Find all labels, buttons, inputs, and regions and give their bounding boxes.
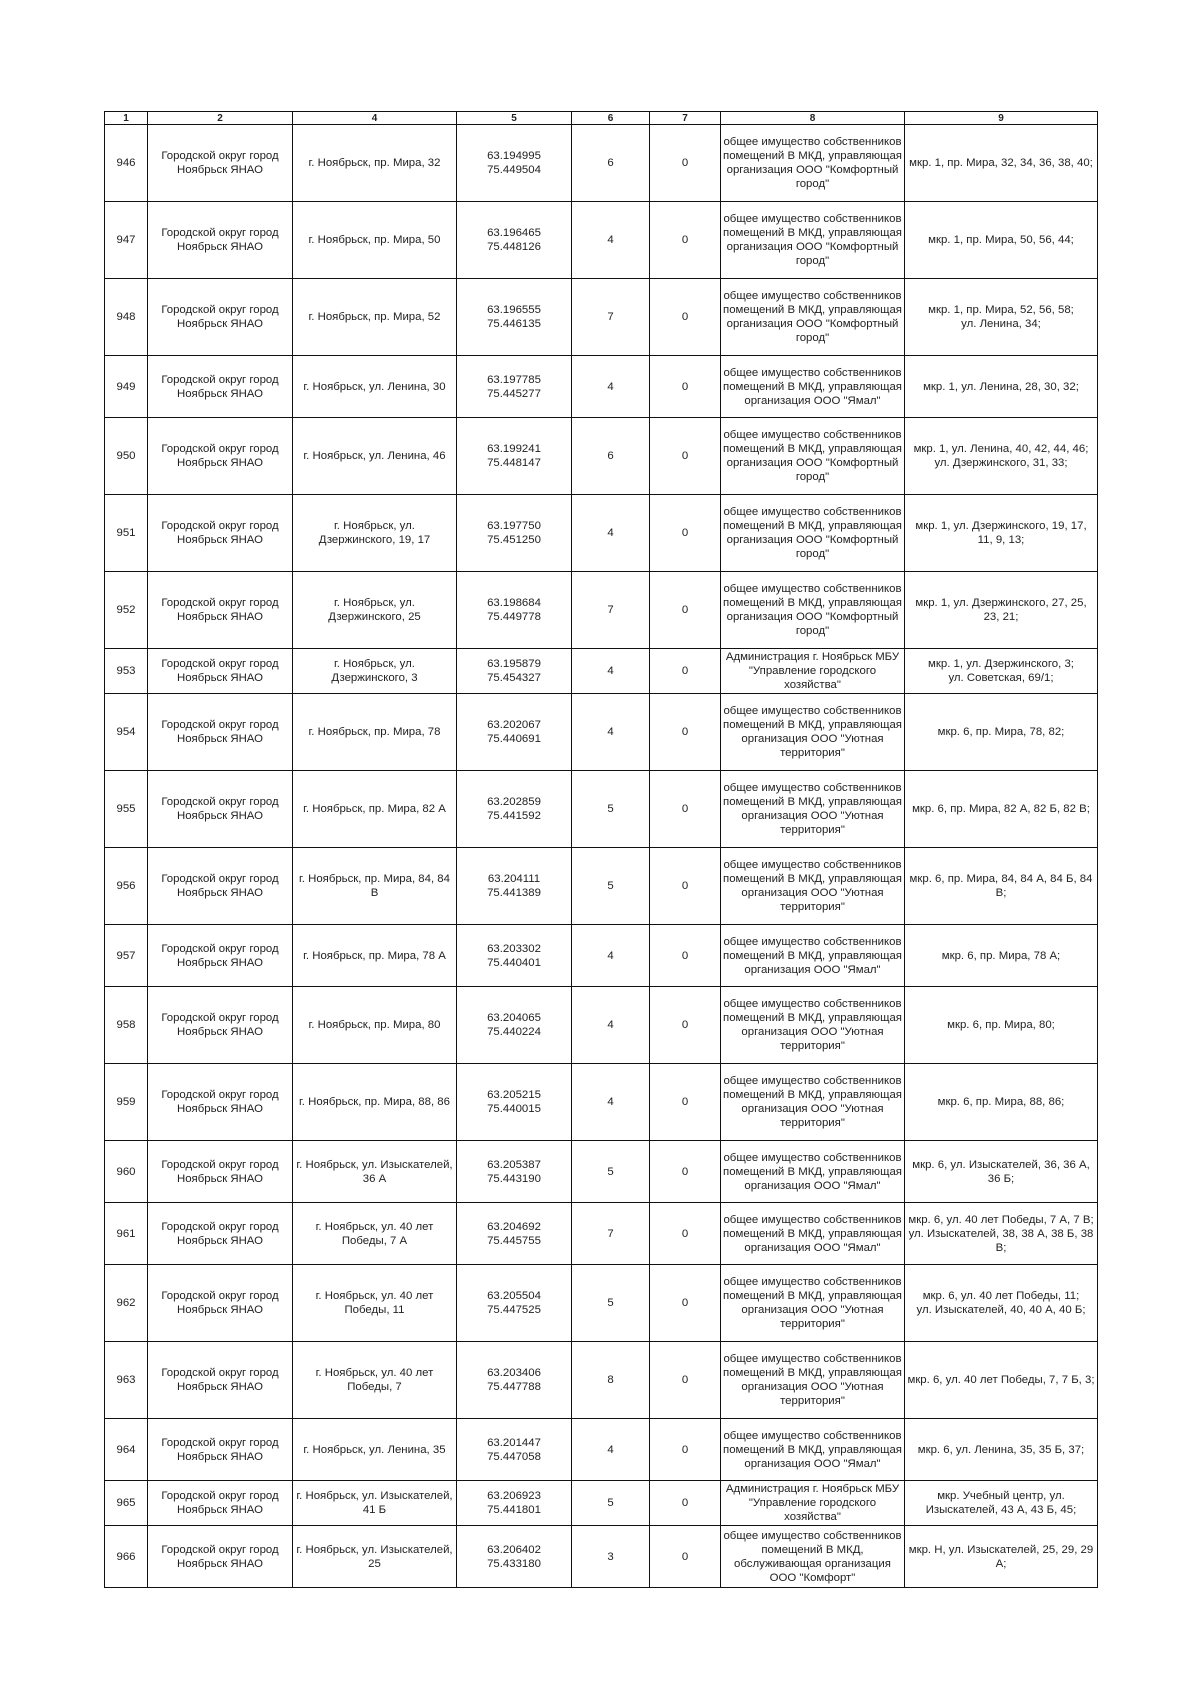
coordinates-cell (457, 694, 572, 771)
address-cell: г. Ноябрьск, ул. Дзержинского, 19, 17 (293, 495, 457, 572)
header-cell: 4 (293, 112, 457, 125)
row-number-cell: 959 (105, 1064, 148, 1141)
served-objects-cell (905, 1203, 1098, 1265)
municipality-cell: Городской округ город Ноябрьск ЯНАО (148, 848, 293, 925)
owner-cell: общее имущество собственников помещений В МКД, управляющая организация ООО "Комфортный город" (721, 572, 905, 649)
served-objects-line: мкр. 6, пр. Мира, 84, 84 А, 84 Б, 84 В; (909, 873, 1093, 899)
coordinates-cell (457, 495, 572, 572)
coordinate-value: 75.441592 (487, 810, 541, 822)
column6-cell: 7 (572, 279, 650, 356)
column7-cell: 0 (650, 771, 721, 848)
row-number-cell: 965 (105, 1481, 148, 1526)
coordinate-value: 63.194995 (487, 150, 541, 162)
column7-cell: 0 (650, 1481, 721, 1526)
table-row (105, 649, 1098, 694)
coordinates-cell (457, 418, 572, 495)
column7-cell: 0 (650, 1141, 721, 1203)
column7-cell: 0 (650, 1064, 721, 1141)
column6-cell: 4 (572, 694, 650, 771)
coordinate-value: 75.447058 (487, 1450, 541, 1463)
served-objects-line: мкр. 6, пр. Мира, 80; (947, 1019, 1055, 1031)
coordinate-value: 63.195879 (487, 658, 541, 670)
owner-cell: общее имущество собственников помещений В МКД, управляющая организация ООО "Уютная территория" (721, 848, 905, 925)
column6-cell: 5 (572, 1481, 650, 1526)
table-row (105, 356, 1098, 418)
coordinate-value: 75.448126 (487, 241, 541, 253)
registry-table (104, 111, 1098, 1588)
served-objects-line: мкр. 6, пр. Мира, 78 А; (941, 949, 1061, 962)
coordinates-cell (457, 925, 572, 987)
column7-cell: 0 (650, 925, 721, 987)
served-objects-cell (905, 356, 1098, 418)
row-number-cell: 953 (105, 649, 148, 694)
column7-cell: 0 (650, 1342, 721, 1419)
served-objects-cell (905, 1342, 1098, 1419)
column6-cell: 5 (572, 1265, 650, 1342)
served-objects-line: ул. Изыскателей, 38, 38 А, 38 Б, 38 В; (908, 1227, 1094, 1254)
row-number-cell: 949 (105, 356, 148, 418)
column6-cell: 5 (572, 1141, 650, 1203)
coordinate-value: 75.441801 (487, 1504, 541, 1516)
address-cell: г. Ноябрьск, ул. Изыскателей, 41 Б (293, 1481, 457, 1526)
municipality-cell: Городской округ город Ноябрьск ЯНАО (148, 1481, 293, 1526)
table-row (105, 1141, 1098, 1203)
address-cell: г. Ноябрьск, пр. Мира, 78 А (293, 925, 457, 987)
coordinate-value: 75.447525 (487, 1304, 541, 1316)
municipality-cell: Городской округ город Ноябрьск ЯНАО (148, 1419, 293, 1481)
coordinate-value: 63.206402 (487, 1543, 541, 1556)
coordinates-cell (457, 572, 572, 649)
row-number-cell: 951 (105, 495, 148, 572)
owner-cell: общее имущество собственников помещений В МКД, управляющая организация ООО "Комфортный город" (721, 125, 905, 202)
coordinate-value: 63.205504 (487, 1290, 541, 1302)
municipality-cell: Городской округ город Ноябрьск ЯНАО (148, 1141, 293, 1203)
coordinate-value: 75.449504 (487, 164, 541, 176)
served-objects-line: мкр. Н, ул. Изыскателей, 25, 29, 29 А; (908, 1543, 1094, 1570)
owner-cell: общее имущество собственников помещений В МКД, управляющая организация ООО "Ямал" (721, 1141, 905, 1203)
owner-cell: общее имущество собственников помещений В МКД, управляющая организация ООО "Уютная территория" (721, 987, 905, 1064)
table-row (105, 125, 1098, 202)
column7-cell: 0 (650, 1526, 721, 1588)
row-number-cell: 962 (105, 1265, 148, 1342)
served-objects-cell (905, 1526, 1098, 1588)
served-objects-cell (905, 1481, 1098, 1526)
column6-cell: 4 (572, 356, 650, 418)
municipality-cell: Городской округ город Ноябрьск ЯНАО (148, 1526, 293, 1588)
coordinate-value: 75.433180 (487, 1557, 541, 1570)
served-objects-line: мкр. 1, пр. Мира, 52, 56, 58; (928, 304, 1074, 316)
coordinate-value: 75.451250 (487, 534, 541, 546)
coordinate-value: 75.440691 (487, 733, 541, 745)
served-objects-cell (905, 572, 1098, 649)
table-row (105, 1526, 1098, 1588)
header-cell: 8 (721, 112, 905, 125)
coordinate-value: 75.440015 (487, 1103, 541, 1115)
column6-cell: 4 (572, 495, 650, 572)
coordinate-value: 75.448147 (487, 457, 541, 469)
coordinate-value: 63.204692 (487, 1220, 541, 1233)
served-objects-cell (905, 1141, 1098, 1203)
served-objects-line: мкр. 6, пр. Мира, 88, 86; (937, 1096, 1065, 1108)
owner-cell: Администрация г. Ноябрьск МБУ "Управление городского хозяйства" (721, 1481, 905, 1526)
coordinate-value: 63.202067 (487, 719, 541, 731)
row-number-cell: 952 (105, 572, 148, 649)
coordinates-cell (457, 1526, 572, 1588)
table-row (105, 202, 1098, 279)
served-objects-cell (905, 771, 1098, 848)
owner-cell: общее имущество собственников помещений В МКД, управляющая организация ООО "Уютная территория" (721, 1342, 905, 1419)
address-cell: г. Ноябрьск, ул. Изыскателей, 25 (293, 1526, 457, 1588)
table-row (105, 694, 1098, 771)
owner-cell: общее имущество собственников помещений В МКД, управляющая организация ООО "Комфортный город" (721, 202, 905, 279)
owner-cell: общее имущество собственников помещений В МКД, управляющая организация ООО "Ямал" (721, 925, 905, 987)
municipality-cell: Городской округ город Ноябрьск ЯНАО (148, 356, 293, 418)
column7-cell: 0 (650, 694, 721, 771)
owner-cell: Администрация г. Ноябрьск МБУ "Управление городского хозяйства" (721, 649, 905, 694)
column7-cell: 0 (650, 418, 721, 495)
coordinate-value: 63.203406 (487, 1367, 541, 1379)
row-number-cell: 966 (105, 1526, 148, 1588)
column7-cell: 0 (650, 848, 721, 925)
column6-cell: 4 (572, 925, 650, 987)
row-number-cell: 963 (105, 1342, 148, 1419)
served-objects-cell (905, 987, 1098, 1064)
coordinate-value: 75.449778 (487, 611, 541, 623)
coordinates-cell (457, 987, 572, 1064)
row-number-cell: 946 (105, 125, 148, 202)
header-row (105, 112, 1098, 125)
served-objects-cell (905, 279, 1098, 356)
served-objects-cell (905, 495, 1098, 572)
municipality-cell: Городской округ город Ноябрьск ЯНАО (148, 495, 293, 572)
served-objects-cell (905, 925, 1098, 987)
municipality-cell: Городской округ город Ноябрьск ЯНАО (148, 1342, 293, 1419)
column6-cell: 6 (572, 418, 650, 495)
address-cell: г. Ноябрьск, ул. 40 лет Победы, 7 А (293, 1203, 457, 1265)
coordinates-cell (457, 356, 572, 418)
served-objects-cell (905, 1064, 1098, 1141)
served-objects-line: мкр. 6, ул. 40 лет Победы, 7 А, 7 В; (908, 1213, 1094, 1226)
row-number-cell: 958 (105, 987, 148, 1064)
served-objects-line: мкр. 1, пр. Мира, 50, 56, 44; (928, 234, 1074, 246)
address-cell: г. Ноябрьск, пр. Мира, 82 А (293, 771, 457, 848)
owner-cell: общее имущество собственников помещений В МКД, управляющая организация ООО "Уютная территория" (721, 1064, 905, 1141)
municipality-cell: Городской округ город Ноябрьск ЯНАО (148, 202, 293, 279)
column6-cell: 8 (572, 1342, 650, 1419)
address-cell: г. Ноябрьск, пр. Мира, 84, 84 В (293, 848, 457, 925)
table-row (105, 572, 1098, 649)
header-cell: 6 (572, 112, 650, 125)
coordinate-value: 63.203302 (487, 942, 541, 955)
coordinate-value: 63.205387 (487, 1158, 541, 1171)
column7-cell: 0 (650, 649, 721, 694)
header-cell: 9 (905, 112, 1098, 125)
municipality-cell: Городской округ город Ноябрьск ЯНАО (148, 1203, 293, 1265)
owner-cell: общее имущество собственников помещений В МКД, управляющая организация ООО "Ямал" (721, 1419, 905, 1481)
served-objects-cell (905, 694, 1098, 771)
coordinate-value: 75.445277 (487, 387, 541, 400)
coordinate-value: 63.204111 (487, 873, 541, 885)
municipality-cell: Городской округ город Ноябрьск ЯНАО (148, 925, 293, 987)
municipality-cell: Городской округ город Ноябрьск ЯНАО (148, 1064, 293, 1141)
row-number-cell: 955 (105, 771, 148, 848)
address-cell: г. Ноябрьск, ул. Ленина, 35 (293, 1419, 457, 1481)
column7-cell: 0 (650, 1419, 721, 1481)
served-objects-line: ул. Дзержинского, 31, 33; (934, 457, 1068, 469)
coordinates-cell (457, 1064, 572, 1141)
coordinate-value: 63.206923 (487, 1490, 541, 1502)
served-objects-line: мкр. Учебный центр, ул. Изыскателей, 43 А, 43 Б, 45; (925, 1490, 1077, 1516)
coordinates-cell (457, 1203, 572, 1265)
served-objects-line: мкр. 1, ул. Дзержинского, 27, 25, 23, 21; (915, 597, 1087, 623)
table-row (105, 987, 1098, 1064)
served-objects-line: ул. Ленина, 34; (961, 318, 1041, 330)
coordinate-value: 75.441389 (487, 887, 541, 899)
coordinate-value: 63.196555 (487, 304, 541, 316)
served-objects-line: мкр. 6, пр. Мира, 78, 82; (937, 726, 1065, 738)
table-row (105, 1265, 1098, 1342)
column7-cell: 0 (650, 125, 721, 202)
header-cell: 1 (105, 112, 148, 125)
served-objects-cell (905, 1419, 1098, 1481)
served-objects-cell (905, 418, 1098, 495)
coordinates-cell (457, 202, 572, 279)
column6-cell: 4 (572, 987, 650, 1064)
row-number-cell: 964 (105, 1419, 148, 1481)
served-objects-line: мкр. 1, ул. Ленина, 28, 30, 32; (923, 380, 1079, 393)
coordinate-value: 75.440401 (487, 956, 541, 969)
column7-cell: 0 (650, 987, 721, 1064)
served-objects-line: мкр. 1, пр. Мира, 32, 34, 36, 38, 40; (909, 157, 1093, 169)
table-row (105, 771, 1098, 848)
coordinate-value: 63.205215 (487, 1089, 541, 1101)
table-row (105, 418, 1098, 495)
row-number-cell: 961 (105, 1203, 148, 1265)
column6-cell: 4 (572, 1419, 650, 1481)
coordinate-value: 63.198684 (487, 597, 541, 609)
coordinate-value: 75.446135 (487, 318, 541, 330)
header-cell: 5 (457, 112, 572, 125)
address-cell: г. Ноябрьск, ул. 40 лет Победы, 7 (293, 1342, 457, 1419)
owner-cell: общее имущество собственников помещений В МКД, управляющая организация ООО "Комфортный город" (721, 279, 905, 356)
address-cell: г. Ноябрьск, ул. Изыскателей, 36 А (293, 1141, 457, 1203)
row-number-cell: 957 (105, 925, 148, 987)
address-cell: г. Ноябрьск, пр. Мира, 52 (293, 279, 457, 356)
table-row (105, 1064, 1098, 1141)
table-row (105, 1203, 1098, 1265)
column7-cell: 0 (650, 495, 721, 572)
served-objects-line: ул. Советская, 69/1; (948, 672, 1054, 684)
table-row (105, 1419, 1098, 1481)
address-cell: г. Ноябрьск, ул. Дзержинского, 25 (293, 572, 457, 649)
table-row (105, 848, 1098, 925)
coordinates-cell (457, 1141, 572, 1203)
served-objects-line: мкр. 6, ул. 40 лет Победы, 7, 7 Б, 3; (907, 1374, 1095, 1386)
coordinate-value: 63.201447 (487, 1436, 541, 1449)
served-objects-cell (905, 1265, 1098, 1342)
municipality-cell: Городской округ город Ноябрьск ЯНАО (148, 418, 293, 495)
table-row (105, 1342, 1098, 1419)
row-number-cell: 948 (105, 279, 148, 356)
municipality-cell: Городской округ город Ноябрьск ЯНАО (148, 1265, 293, 1342)
address-cell: г. Ноябрьск, ул. Ленина, 46 (293, 418, 457, 495)
coordinates-cell (457, 649, 572, 694)
coordinate-value: 63.204065 (487, 1012, 541, 1024)
coordinates-cell (457, 1342, 572, 1419)
municipality-cell: Городской округ город Ноябрьск ЯНАО (148, 125, 293, 202)
column6-cell: 5 (572, 771, 650, 848)
served-objects-line: мкр. 1, ул. Ленина, 40, 42, 44, 46; (913, 443, 1089, 455)
served-objects-cell (905, 848, 1098, 925)
coordinate-value: 75.443190 (487, 1172, 541, 1185)
coordinates-cell (457, 279, 572, 356)
coordinates-cell (457, 848, 572, 925)
column7-cell: 0 (650, 572, 721, 649)
owner-cell: общее имущество собственников помещений В МКД, управляющая организация ООО "Ямал" (721, 356, 905, 418)
served-objects-line: мкр. 6, пр. Мира, 82 А, 82 Б, 82 В; (912, 803, 1090, 815)
coordinates-cell (457, 771, 572, 848)
table-row (105, 279, 1098, 356)
coordinates-cell (457, 1419, 572, 1481)
address-cell: г. Ноябрьск, пр. Мира, 32 (293, 125, 457, 202)
owner-cell: общее имущество собственников помещений В МКД, управляющая организация ООО "Комфортный город" (721, 495, 905, 572)
header-cell: 7 (650, 112, 721, 125)
row-number-cell: 947 (105, 202, 148, 279)
served-objects-line: мкр. 1, ул. Дзержинского, 19, 17, 11, 9, 13; (915, 520, 1087, 546)
table-row (105, 1481, 1098, 1526)
coordinate-value: 75.445755 (487, 1234, 541, 1247)
address-cell: г. Ноябрьск, пр. Мира, 78 (293, 694, 457, 771)
address-cell: г. Ноябрьск, пр. Мира, 50 (293, 202, 457, 279)
column6-cell: 6 (572, 125, 650, 202)
row-number-cell: 956 (105, 848, 148, 925)
coordinate-value: 63.196465 (487, 227, 541, 239)
table-row (105, 495, 1098, 572)
coordinate-value: 75.454327 (487, 672, 541, 684)
address-cell: г. Ноябрьск, ул. Ленина, 30 (293, 356, 457, 418)
coordinates-cell (457, 125, 572, 202)
column6-cell: 4 (572, 649, 650, 694)
served-objects-line: мкр. 6, ул. Изыскателей, 36, 36 А, 36 Б; (912, 1158, 1090, 1185)
row-number-cell: 960 (105, 1141, 148, 1203)
served-objects-line: мкр. 6, ул. 40 лет Победы, 11; (922, 1290, 1080, 1302)
owner-cell: общее имущество собственников помещений В МКД, управляющая организация ООО "Ямал" (721, 1203, 905, 1265)
address-cell: г. Ноябрьск, ул. Дзержинского, 3 (293, 649, 457, 694)
owner-cell: общее имущество собственников помещений В МКД, обслуживающая организация ООО "Комфорт" (721, 1526, 905, 1588)
column6-cell: 7 (572, 1203, 650, 1265)
municipality-cell: Городской округ город Ноябрьск ЯНАО (148, 279, 293, 356)
column7-cell: 0 (650, 279, 721, 356)
coordinate-value: 63.197750 (487, 520, 541, 532)
coordinate-value: 63.197785 (487, 373, 541, 386)
address-cell: г. Ноябрьск, пр. Мира, 80 (293, 987, 457, 1064)
owner-cell: общее имущество собственников помещений В МКД, управляющая организация ООО "Уютная территория" (721, 771, 905, 848)
coordinate-value: 75.447788 (487, 1381, 541, 1393)
header-cell: 2 (148, 112, 293, 125)
municipality-cell: Городской округ город Ноябрьск ЯНАО (148, 771, 293, 848)
coordinates-cell (457, 1481, 572, 1526)
address-cell: г. Ноябрьск, пр. Мира, 88, 86 (293, 1064, 457, 1141)
owner-cell: общее имущество собственников помещений В МКД, управляющая организация ООО "Уютная территория" (721, 694, 905, 771)
municipality-cell: Городской округ город Ноябрьск ЯНАО (148, 572, 293, 649)
municipality-cell: Городской округ город Ноябрьск ЯНАО (148, 987, 293, 1064)
column7-cell: 0 (650, 356, 721, 418)
table-row (105, 925, 1098, 987)
served-objects-line: мкр. 6, ул. Ленина, 35, 35 Б, 37; (917, 1443, 1085, 1456)
owner-cell: общее имущество собственников помещений В МКД, управляющая организация ООО "Комфортный город" (721, 418, 905, 495)
column7-cell: 0 (650, 202, 721, 279)
coordinate-value: 63.199241 (487, 443, 541, 455)
municipality-cell: Городской округ город Ноябрьск ЯНАО (148, 649, 293, 694)
address-cell: г. Ноябрьск, ул. 40 лет Победы, 11 (293, 1265, 457, 1342)
served-objects-line: мкр. 1, ул. Дзержинского, 3; (928, 658, 1074, 670)
municipality-cell: Городской округ город Ноябрьск ЯНАО (148, 694, 293, 771)
column6-cell: 5 (572, 848, 650, 925)
column7-cell: 0 (650, 1265, 721, 1342)
column7-cell: 0 (650, 1203, 721, 1265)
coordinates-cell (457, 1265, 572, 1342)
served-objects-cell (905, 125, 1098, 202)
column6-cell: 4 (572, 202, 650, 279)
coordinate-value: 75.440224 (487, 1026, 541, 1038)
coordinate-value: 63.202859 (487, 796, 541, 808)
column6-cell: 7 (572, 572, 650, 649)
table-body (105, 125, 1098, 1588)
served-objects-line: ул. Изыскателей, 40, 40 А, 40 Б; (916, 1304, 1086, 1316)
served-objects-cell (905, 649, 1098, 694)
row-number-cell: 954 (105, 694, 148, 771)
column6-cell: 3 (572, 1526, 650, 1588)
row-number-cell: 950 (105, 418, 148, 495)
owner-cell: общее имущество собственников помещений В МКД, управляющая организация ООО "Уютная территория" (721, 1265, 905, 1342)
column6-cell: 4 (572, 1064, 650, 1141)
served-objects-cell (905, 202, 1098, 279)
